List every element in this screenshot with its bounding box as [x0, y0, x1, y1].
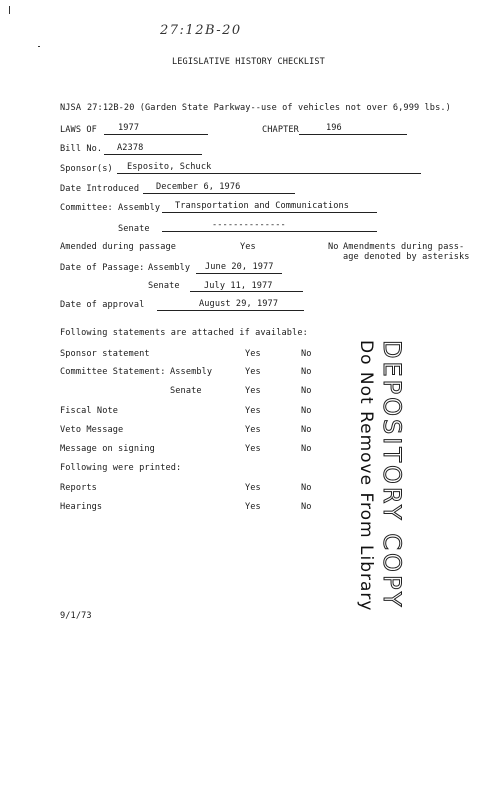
committee-assembly-underline	[162, 212, 377, 213]
sponsors-value: Esposito, Schuck	[127, 162, 212, 172]
statement-committee-assembly: Assembly	[170, 367, 213, 377]
bill-no-label: Bill No.	[60, 144, 103, 154]
approval-value: August 29, 1977	[199, 299, 279, 309]
statement-signing-label: Message on signing	[60, 444, 155, 454]
committee-senate-label: Senate	[118, 224, 150, 234]
chapter-label: CHAPTER	[262, 125, 299, 135]
stamp-do-not-remove: Do Not Remove From Library	[356, 340, 376, 612]
statement-signing-yes: Yes	[245, 444, 261, 454]
passage-assembly-label: Assembly	[148, 263, 191, 273]
laws-of-underline	[104, 134, 208, 135]
statement-veto-no: No	[301, 425, 312, 435]
statement-veto-yes: Yes	[245, 425, 261, 435]
njsa-label: NJSA	[60, 103, 82, 113]
bill-no-value: A2378	[117, 143, 144, 153]
stamp-depository-copy: DEPOSITORY COPY	[378, 340, 406, 610]
margin-mark-dot	[38, 46, 40, 47]
approval-label: Date of approval	[60, 300, 145, 310]
statement-senate-no: No	[301, 386, 312, 396]
footer-date: 9/1/73	[60, 611, 92, 621]
statement-fiscal-yes: Yes	[245, 406, 261, 416]
statement-senate-label: Senate	[170, 386, 202, 396]
printed-reports-yes: Yes	[245, 483, 261, 493]
passage-assembly-underline	[196, 273, 282, 274]
statement-sponsor-label: Sponsor statement	[60, 349, 150, 359]
attached-heading: Following statements are attached if available:	[60, 328, 308, 338]
statement-fiscal-no: No	[301, 406, 312, 416]
passage-senate-underline	[190, 291, 303, 292]
statement-signing-no: No	[301, 444, 312, 454]
passage-senate-label: Senate	[148, 281, 180, 291]
passage-assembly-value: June 20, 1977	[205, 262, 274, 272]
amended-label: Amended during passage	[60, 242, 177, 252]
depository-stamp	[316, 340, 426, 612]
statement-committee-label: Committee Statement:	[60, 367, 166, 377]
statement-sponsor-yes: Yes	[245, 349, 261, 359]
statement-committee-yes: Yes	[245, 367, 261, 377]
passage-senate-value: July 11, 1977	[204, 281, 273, 291]
printed-heading: Following were printed:	[60, 463, 182, 473]
date-introduced-underline	[143, 193, 295, 194]
margin-mark-top	[9, 6, 10, 14]
laws-of-value: 1977	[118, 123, 140, 133]
handwritten-reference: 27:12B-20	[160, 23, 242, 38]
page-title: LEGISLATIVE HISTORY CHECKLIST	[172, 57, 325, 67]
printed-hearings-label: Hearings	[60, 502, 103, 512]
chapter-value: 196	[326, 123, 342, 133]
committee-senate-underline	[162, 231, 377, 232]
amended-mark: No	[328, 242, 339, 252]
bill-no-underline	[104, 154, 202, 155]
amended-value: Yes	[240, 242, 256, 252]
laws-of-label: LAWS OF	[60, 125, 97, 135]
printed-reports-no: No	[301, 483, 312, 493]
statement-committee-no: No	[301, 367, 312, 377]
amendments-note-line2: age denoted by asterisks	[343, 252, 470, 262]
chapter-underline	[299, 134, 407, 135]
approval-underline	[157, 310, 304, 311]
statement-sponsor-no: No	[301, 349, 312, 359]
njsa-value: 27:12B-20 (Garden State Parkway--use of vehicles not over 6,999 lbs.)	[87, 103, 451, 113]
committee-label: Committee:	[60, 203, 113, 213]
printed-reports-label: Reports	[60, 483, 97, 493]
amendments-note-line1: Amendments during pass-	[343, 242, 465, 252]
committee-senate-value: --------------	[212, 220, 286, 230]
sponsors-label: Sponsor(s)	[60, 164, 113, 174]
committee-assembly-label: Assembly	[118, 203, 161, 213]
statement-fiscal-label: Fiscal Note	[60, 406, 119, 416]
printed-hearings-yes: Yes	[245, 502, 261, 512]
committee-assembly-value: Transportation and Communications	[175, 201, 350, 211]
sponsors-underline	[117, 173, 421, 174]
date-introduced-value: December 6, 1976	[156, 182, 241, 192]
date-introduced-label: Date Introduced	[60, 184, 140, 194]
printed-hearings-no: No	[301, 502, 312, 512]
statement-veto-label: Veto Message	[60, 425, 124, 435]
passage-label: Date of Passage:	[60, 263, 145, 273]
statement-senate-yes: Yes	[245, 386, 261, 396]
